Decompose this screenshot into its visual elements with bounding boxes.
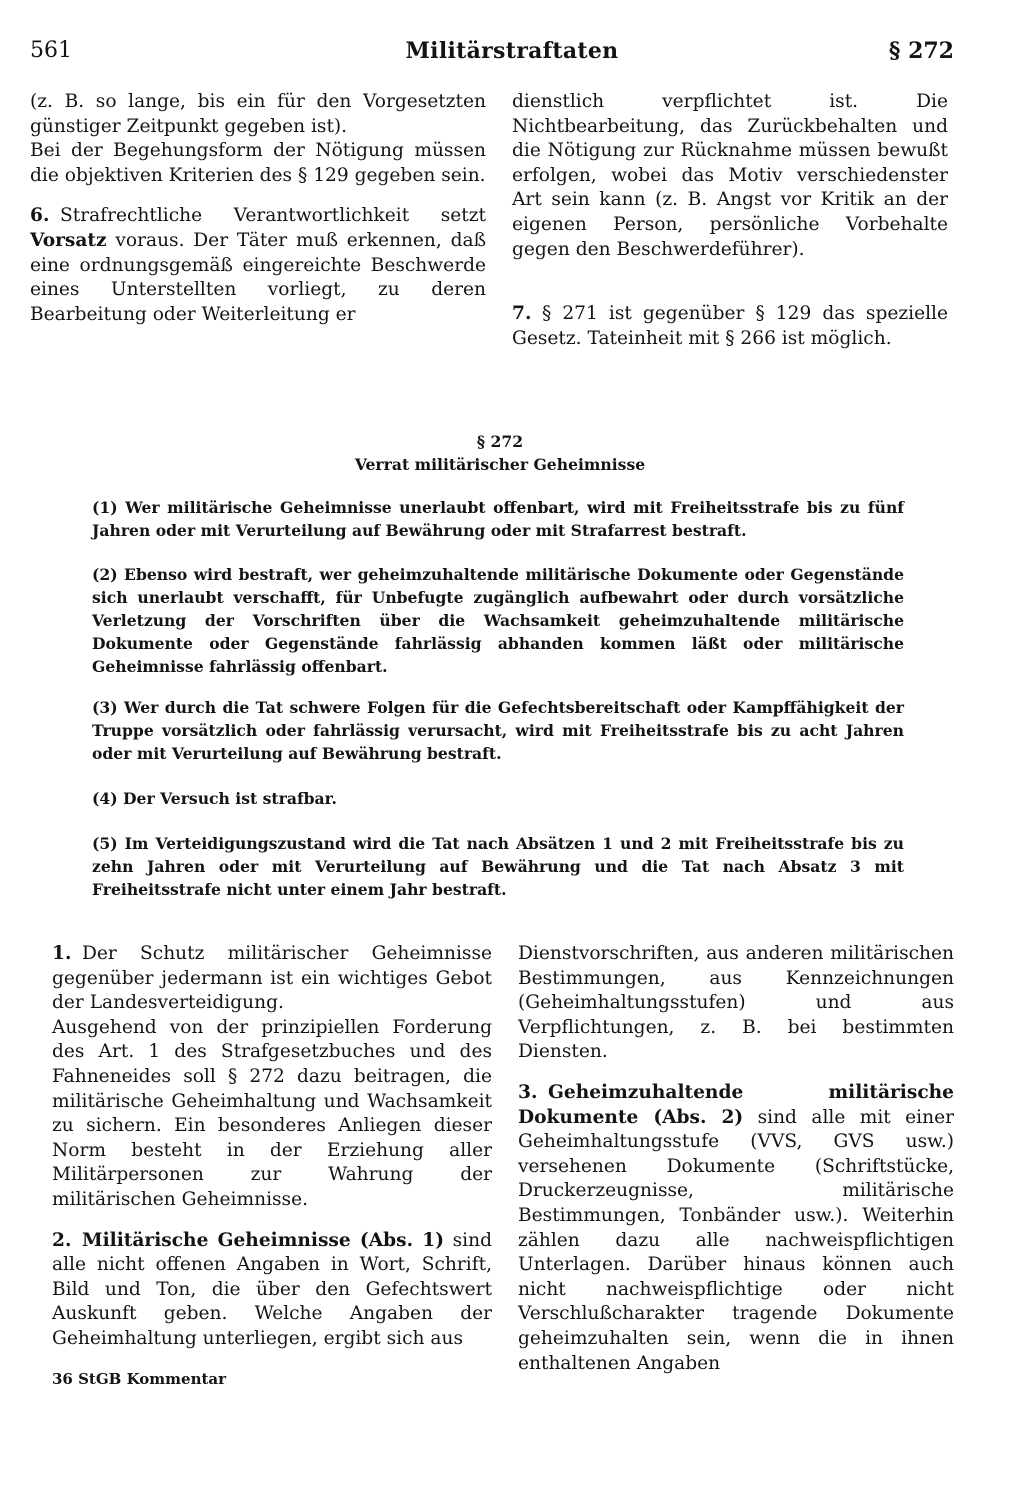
paragraph: dienstlich verpflichtet ist. Die Nichtbearbeitung, das Zurückbehalten und die Nötigung zur Rücknahme müssen bewußt erfolgen, wobei das Motiv verschiedenster Art sein kann (z. B. Angst vor Kritik an der eigenen Person, persönliche Vorbehalte gegen den Beschwerdeführer). <box>512 91 948 260</box>
paragraph-text: Der Schutz militärischer Geheimnisse gegenüber jedermann ist ein wichtiges Gebot der Landesverteidigung. <box>52 943 492 1014</box>
paragraph: (z. B. so lange, bis ein für den Vorgesetzten günstiger Zeitpunkt gegeben ist). <box>30 91 486 137</box>
paragraph <box>512 302 948 351</box>
running-title: Militärstraftaten <box>405 38 619 64</box>
law-paragraph <box>92 496 904 542</box>
upper-left-column <box>30 90 486 327</box>
emphasis: Geheimzuhaltende militärische Dokumente (Abs. 2) <box>518 1081 954 1128</box>
lower-right-column <box>518 942 954 1376</box>
paragraph-text: § 271 ist gegenüber § 129 das spezielle Gesetz. Tateinheit mit § 266 ist möglich. <box>512 303 948 349</box>
paragraph: Dienstvorschriften, aus anderen militärischen Bestimmungen, aus Kennzeichnungen (Geheimhaltungsstufen) und aus Verpflichtungen, z. B. bei bestimmten Diensten. <box>518 943 954 1063</box>
running-section: § 272 <box>888 38 954 64</box>
emphasis: Militärische Geheimnisse (Abs. 1) <box>82 1229 444 1251</box>
footer-signature: 36 StGB Kommentar <box>52 1370 227 1388</box>
paragraph <box>30 204 486 327</box>
paragraph <box>52 942 492 1016</box>
page-number: 561 <box>30 38 72 63</box>
paragraph <box>52 1229 492 1352</box>
law-section-number: § 272 <box>476 432 524 451</box>
law-paragraph <box>92 787 904 810</box>
law-paragraph <box>92 696 904 765</box>
paragraph-text: sind alle nicht offenen Angaben in Wort, Schrift, Bild und Ton, die über den Gefechtswert Auskunft geben. Welche Angaben der Geheimhaltung unterliegen, ergibt sich aus <box>52 1229 492 1349</box>
paragraph-number: 1. <box>52 943 72 964</box>
paragraph-text: sind alle mit einer Geheimhaltungsstufe (VVS, GVS usw.) versehenen Dokumente (Schriftstücke, Druckerzeugnisse, militärische Bestimmungen, Tonbänder usw.). Weiterhin zählen dazu alle nachweispflichtigen Unterlagen. Darüber hinaus können auch nicht nachweispflichtige oder nicht Verschlußcharakter tragende Dokumente geheimzuhalten sein, wenn die in ihnen enthaltenen Angaben <box>518 1106 954 1374</box>
paragraph-number: 6. <box>30 205 50 227</box>
emphasis: Vorsatz <box>30 229 107 251</box>
law-paragraph <box>92 563 904 678</box>
law-section-title: Verrat militärischer Geheimnisse <box>354 455 646 474</box>
paragraph <box>518 1081 954 1376</box>
paragraph-number: 3. <box>518 1081 538 1103</box>
paragraph: Ausgehend von der prinzipiellen Forderung des Art. 1 des Strafgesetzbuches und des Fahneneides soll § 272 dazu beitragen, die militärische Geheimhaltung und Wachsamkeit zu sichern. Ein besonderes Anliegen dieser Norm besteht in der Erziehung aller Militärpersonen zur Wahrung der militärischen Geheimnisse. <box>52 1016 492 1210</box>
paragraph-number: 7. <box>512 303 532 325</box>
paragraph-text: voraus. Der Täter muß erkennen, daß eine ordnungsgemäß eingereichte Beschwerde eines Unterstellten vorliegt, zu deren Bearbeitung oder Weiterleitung er <box>30 229 486 325</box>
paragraph-number: 2. <box>52 1229 72 1251</box>
law-paragraph <box>92 832 904 901</box>
law-paragraph-text: (5) Im Verteidigungszustand wird die Tat nach Absätzen 1 und 2 mit Freiheitsstrafe bis zu zehn Jahren oder mit Verurteilung auf Bewährung und die Tat nach Absatz 3 mit Freiheitsstrafe nicht unter einem Jahr bestraft. <box>92 834 904 899</box>
paragraph: Bei der Begehungsform der Nötigung müssen die objektiven Kriterien des § 129 gegeben sein. <box>30 140 486 186</box>
law-paragraph-text: (1) Wer militärische Geheimnisse unerlaubt offenbart, wird mit Freiheitsstrafe bis zu fünf Jahren oder mit Verurteilung auf Bewährung oder mit Strafarrest bestraft. <box>92 498 904 540</box>
law-paragraph-text: (2) Ebenso wird bestraft, wer geheimzuhaltende militärische Dokumente oder Gegenstände sich unerlaubt verschafft, für Unbefugte zugänglich aufbewahrt oder durch vorsätzliche Verletzung der Vorschriften über die Wachsamkeit geheimzuhaltende militärische Dokumente oder Gegenstände fahrlässig abhanden kommen läßt oder militärische Geheimnisse fahrlässig offenbart. <box>92 565 904 676</box>
upper-right-column <box>512 90 948 351</box>
law-paragraph-text: (3) Wer durch die Tat schwere Folgen für die Gefechtsbereitschaft oder Kampffähigkeit der Truppe vorsätzlich oder fahrlässig verursacht, wird mit Freiheitsstrafe bis zu acht Jahren oder mit Verurteilung auf Bewährung bestraft. <box>92 698 904 763</box>
paragraph-text: Strafrechtliche Verantwortlichkeit setzt <box>60 205 486 227</box>
lower-left-column <box>52 942 492 1352</box>
law-paragraph-text: (4) Der Versuch ist strafbar. <box>92 789 337 808</box>
